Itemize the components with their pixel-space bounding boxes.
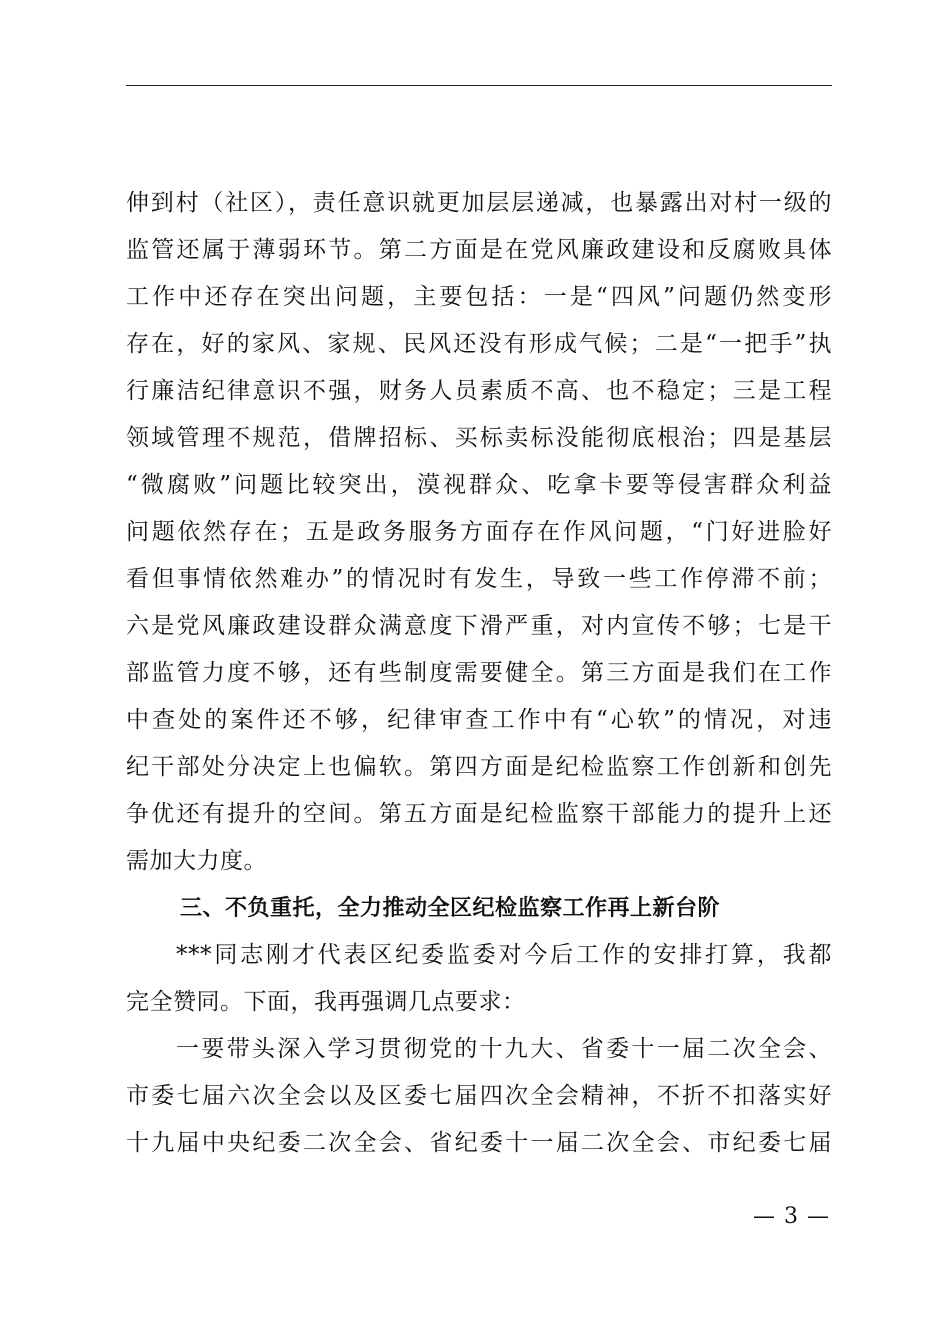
body-line: ***同志刚才代表区纪委监委对今后工作的安排打算，我都	[176, 942, 832, 968]
section-heading: 三、不负重托，全力推动全区纪检监察工作再上新台阶	[180, 896, 721, 921]
body-line: 争优还有提升的空间。第五方面是纪检监察干部能力的提升上还	[126, 801, 832, 827]
body-line: 监管还属于薄弱环节。第二方面是在党风廉政建设和反腐败具体	[126, 237, 832, 263]
page-number: — 3 —	[753, 1204, 830, 1229]
body-line: 领域管理不规范，借牌招标、买标卖标没能彻底根治；四是基层	[126, 425, 832, 451]
document-body	[126, 180, 832, 1167]
body-line: “微腐败”问题比较突出，漠视群众、吃拿卡要等侵害群众利益	[126, 472, 832, 498]
body-line: 行廉洁纪律意识不强，财务人员素质不高、也不稳定；三是工程	[126, 378, 832, 404]
body-line: 存在，好的家风、家规、民风还没有形成气候；二是“一把手”执	[126, 331, 832, 357]
body-line: 部监管力度不够，还有些制度需要健全。第三方面是我们在工作	[126, 660, 832, 686]
header-rule	[126, 85, 832, 86]
body-line: 工作中还存在突出问题，主要包括：一是“四风”问题仍然变形	[126, 284, 832, 310]
body-line: 十九届中央纪委二次全会、省纪委十一届二次全会、市纪委七届	[126, 1130, 832, 1156]
body-line: 六是党风廉政建设群众满意度下滑严重，对内宣传不够；七是干	[126, 613, 832, 639]
body-line: 看但事情依然难办”的情况时有发生，导致一些工作停滞不前；	[126, 566, 832, 592]
body-line: 中查处的案件还不够，纪律审查工作中有“心软”的情况，对违	[126, 707, 832, 733]
body-line: 纪干部处分决定上也偏软。第四方面是纪检监察工作创新和创先	[126, 754, 832, 780]
body-line: 市委七届六次全会以及区委七届四次全会精神，不折不扣落实好	[126, 1083, 832, 1109]
body-line: 问题依然存在；五是政务服务方面存在作风问题，“门好进脸好	[126, 519, 832, 545]
body-line: 伸到村（社区），责任意识就更加层层递减，也暴露出对村一级的	[126, 190, 832, 216]
body-line: 一要带头深入学习贯彻党的十九大、省委十一届二次全会、	[176, 1036, 832, 1062]
body-line: 需加大力度。	[126, 848, 267, 874]
body-line: 完全赞同。下面，我再强调几点要求：	[126, 989, 526, 1015]
